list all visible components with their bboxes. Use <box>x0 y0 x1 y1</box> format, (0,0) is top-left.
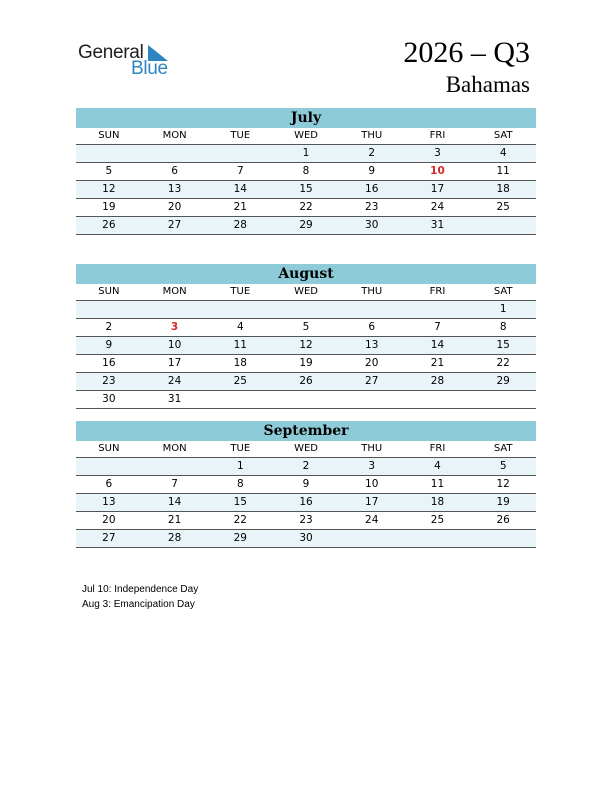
day-cell: 1 <box>236 460 244 472</box>
day-cell: 28 <box>167 532 182 544</box>
day-cell: 3 <box>368 460 376 472</box>
month-name: September <box>76 421 536 441</box>
day-cell <box>470 391 536 408</box>
day-cell <box>339 530 405 547</box>
day-cell <box>207 145 273 162</box>
day-cell: 13 <box>167 183 182 195</box>
weekday-label: SUN <box>98 443 120 454</box>
generalblue-logo <box>78 42 188 82</box>
day-cell: 12 <box>496 478 510 490</box>
day-cell: 21 <box>233 201 247 213</box>
day-cell <box>207 301 273 318</box>
day-cell: 4 <box>499 147 507 159</box>
day-cell: 18 <box>496 183 510 195</box>
logo-word-general: General <box>78 42 144 63</box>
day-cell: 27 <box>365 375 379 387</box>
week-row <box>76 476 536 494</box>
day-cell: 8 <box>236 478 244 490</box>
week-row <box>76 163 536 181</box>
day-cell: 29 <box>233 532 247 544</box>
day-cell: 18 <box>233 357 247 369</box>
day-cell: 17 <box>167 357 182 369</box>
weekday-label: WED <box>294 286 318 297</box>
day-cell: 5 <box>302 321 310 333</box>
weekday-label: TUE <box>230 130 251 141</box>
weekday-label: THU <box>361 443 383 454</box>
day-cell: 3 <box>170 321 179 333</box>
day-cell: 11 <box>430 478 445 490</box>
weekday-label: FRI <box>429 286 446 297</box>
day-cell: 27 <box>167 219 182 231</box>
day-cell: 12 <box>102 183 116 195</box>
day-cell: 15 <box>233 496 247 508</box>
day-cell: 14 <box>167 496 182 508</box>
weekday-label: SAT <box>493 443 513 454</box>
weekday-label: FRI <box>429 130 446 141</box>
day-cell <box>339 391 405 408</box>
day-cell: 29 <box>299 219 313 231</box>
holiday-note: Jul 10: Independence Day <box>82 584 199 595</box>
week-row <box>76 217 536 235</box>
day-cell: 1 <box>302 147 310 159</box>
weekday-header-row <box>76 441 536 458</box>
weekday-label: THU <box>361 130 383 141</box>
page-title <box>403 36 530 100</box>
day-cell <box>273 391 339 408</box>
day-cell: 7 <box>171 478 178 490</box>
day-cell: 24 <box>365 514 379 526</box>
day-cell <box>142 458 208 475</box>
day-cell: 12 <box>299 339 313 351</box>
weekday-label: SUN <box>98 130 120 141</box>
day-cell: 20 <box>167 201 182 213</box>
day-cell: 2 <box>368 147 376 159</box>
day-cell: 15 <box>299 183 313 195</box>
week-row <box>76 391 536 409</box>
month-name: July <box>76 108 536 128</box>
day-cell: 19 <box>299 357 313 369</box>
week-row <box>76 512 536 530</box>
day-cell: 22 <box>299 201 313 213</box>
day-cell: 14 <box>233 183 247 195</box>
day-cell: 28 <box>233 219 247 231</box>
day-cell: 16 <box>299 496 313 508</box>
weekday-label: FRI <box>429 443 446 454</box>
week-row <box>76 458 536 476</box>
day-cell: 10 <box>167 339 182 351</box>
weekday-label: MON <box>162 130 187 141</box>
day-cell: 26 <box>496 514 510 526</box>
weekday-label: MON <box>162 443 187 454</box>
day-cell: 22 <box>496 357 510 369</box>
day-cell: 31 <box>167 393 182 405</box>
day-cell: 9 <box>302 478 310 490</box>
day-cell: 21 <box>430 357 445 369</box>
day-cell: 20 <box>102 514 116 526</box>
day-cell: 4 <box>434 460 441 472</box>
week-row <box>76 145 536 163</box>
day-cell: 2 <box>105 321 113 333</box>
week-row <box>76 319 536 337</box>
week-row <box>76 494 536 512</box>
week-row <box>76 181 536 199</box>
month-calendar-1 <box>76 264 536 409</box>
day-cell: 22 <box>233 514 247 526</box>
day-cell: 30 <box>299 532 313 544</box>
weekday-label: WED <box>294 443 318 454</box>
day-cell <box>405 301 471 318</box>
weekday-label: TUE <box>230 286 251 297</box>
week-row <box>76 337 536 355</box>
day-cell: 20 <box>365 357 379 369</box>
month-calendar-2 <box>76 421 536 548</box>
day-cell: 19 <box>496 496 510 508</box>
holiday-note: Aug 3: Emancipation Day <box>82 599 195 610</box>
weekday-header-row <box>76 284 536 301</box>
quarter-title: 2026 – Q3 <box>403 36 530 69</box>
day-cell: 7 <box>434 321 441 333</box>
day-cell: 26 <box>299 375 313 387</box>
weekday-label: TUE <box>230 443 251 454</box>
week-row <box>76 373 536 391</box>
day-cell: 10 <box>430 165 445 177</box>
weekday-label: THU <box>361 286 383 297</box>
day-cell: 16 <box>102 357 116 369</box>
day-cell: 25 <box>430 514 445 526</box>
weekday-label: MON <box>162 286 187 297</box>
day-cell <box>142 301 208 318</box>
week-row <box>76 355 536 373</box>
weekday-label: SAT <box>493 130 513 141</box>
day-cell: 4 <box>236 321 244 333</box>
day-cell <box>207 391 273 408</box>
day-cell: 9 <box>368 165 376 177</box>
country-name: Bahamas <box>445 72 530 97</box>
day-cell: 17 <box>365 496 379 508</box>
day-cell: 24 <box>430 201 445 213</box>
day-cell: 8 <box>302 165 310 177</box>
weekday-label: SAT <box>493 286 513 297</box>
day-cell: 17 <box>430 183 445 195</box>
day-cell: 13 <box>365 339 379 351</box>
day-cell <box>142 145 208 162</box>
day-cell: 9 <box>105 339 113 351</box>
day-cell <box>76 458 142 475</box>
day-cell <box>76 301 142 318</box>
day-cell <box>76 145 142 162</box>
day-cell: 6 <box>368 321 376 333</box>
day-cell: 5 <box>105 165 113 177</box>
day-cell: 19 <box>102 201 116 213</box>
day-cell: 5 <box>499 460 507 472</box>
day-cell: 24 <box>167 375 182 387</box>
day-cell: 21 <box>167 514 182 526</box>
day-cell: 25 <box>496 201 510 213</box>
day-cell: 30 <box>365 219 379 231</box>
day-cell <box>405 530 471 547</box>
day-cell <box>470 217 536 234</box>
day-cell: 28 <box>430 375 445 387</box>
week-row <box>76 530 536 548</box>
month-name: August <box>76 264 536 284</box>
holiday-notes <box>82 582 198 612</box>
day-cell: 25 <box>233 375 247 387</box>
day-cell: 3 <box>434 147 441 159</box>
day-cell: 14 <box>430 339 445 351</box>
day-cell: 23 <box>102 375 116 387</box>
day-cell <box>339 301 405 318</box>
day-cell: 30 <box>102 393 116 405</box>
day-cell <box>470 530 536 547</box>
day-cell: 10 <box>365 478 379 490</box>
day-cell: 13 <box>102 496 116 508</box>
day-cell: 15 <box>496 339 510 351</box>
day-cell: 26 <box>102 219 116 231</box>
logo-word-blue: Blue <box>131 58 168 79</box>
week-row <box>76 301 536 319</box>
day-cell: 1 <box>499 303 507 315</box>
day-cell: 11 <box>496 165 510 177</box>
day-cell: 2 <box>302 460 310 472</box>
day-cell: 31 <box>430 219 445 231</box>
weekday-label: SUN <box>98 286 120 297</box>
day-cell: 27 <box>102 532 116 544</box>
day-cell: 11 <box>233 339 247 351</box>
day-cell: 8 <box>499 321 507 333</box>
day-cell: 16 <box>365 183 379 195</box>
day-cell <box>273 301 339 318</box>
day-cell: 6 <box>171 165 178 177</box>
weekday-label: WED <box>294 130 318 141</box>
weekday-header-row <box>76 128 536 145</box>
day-cell: 29 <box>496 375 510 387</box>
day-cell: 18 <box>430 496 445 508</box>
day-cell: 23 <box>299 514 313 526</box>
month-calendar-0 <box>76 108 536 235</box>
day-cell <box>405 391 471 408</box>
week-row <box>76 199 536 217</box>
day-cell: 7 <box>236 165 244 177</box>
day-cell: 23 <box>365 201 379 213</box>
day-cell: 6 <box>105 478 113 490</box>
